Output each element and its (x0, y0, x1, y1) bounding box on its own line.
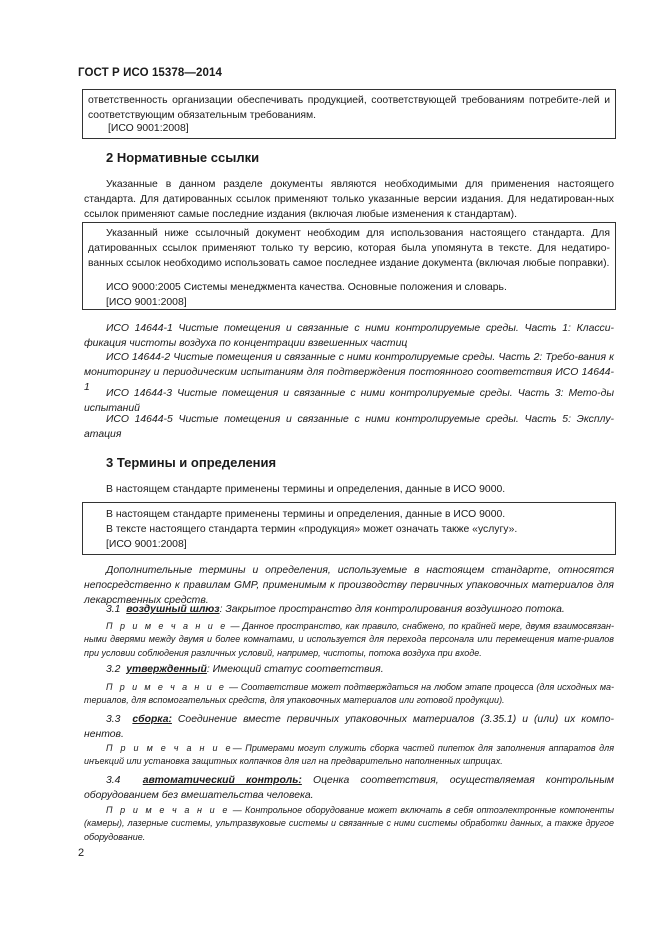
term-3-1-number: 3.1 (106, 604, 121, 615)
quote-box-ref (108, 121, 308, 136)
term-3-2 (84, 662, 614, 677)
note-3-4-label: П р и м е ч а н и е (106, 805, 230, 815)
normative-box-text (88, 226, 610, 272)
term-3-3-name: сборка: (132, 714, 172, 725)
term-3-3 (84, 712, 614, 742)
section-3-paragraph (84, 482, 614, 497)
reference-iso-14644-1 (84, 321, 614, 351)
section-2-title: 2 Нормативные ссылки (106, 150, 260, 165)
note-3-1-text: — Данное пространство, как правило, снабжено, по крайней мере, двумя взаимосвязан-ными дверями между двумя и более комнатами, и используется для перехода персонала или перемещения мате-риалов при условии соблюдения различных условий, например, чистоты, потока воздуха при входе. (84, 621, 614, 658)
reference-iso-14644-3-text: ИСО 14644-3 Чистые помещения и связанные с ними контролируемые среды. Часть 3: Мето-ды испытаний (84, 388, 614, 415)
term-3-2-number: 3.2 (106, 664, 121, 675)
note-3-2-text: — Соответствие может подтверждаться на любом этапе процесса (для исходных ма-териалов, для вспомогательных средств, для упаковочных материалов или готовой продукции). (84, 682, 614, 706)
term-3-4-number: 3.4 (106, 775, 121, 786)
term-3-4-definition: Оценка соответствия, осуществляемая контрольным оборудованием без вмешательства человека. (84, 775, 614, 802)
reference-iso-14644-5 (84, 412, 614, 442)
note-3-1 (84, 620, 614, 660)
note-3-4-text: — Контрольное оборудование может включать в себя оптоэлектронные компоненты (камеры), лазерные системы, ультразвуковые системы и связанные с ними системы обработки данных, а также другое оборудование. (84, 805, 614, 842)
note-3-2 (84, 681, 614, 708)
term-3-2-definition: : Имеющий статус соответствия. (206, 664, 384, 675)
note-3-1-label: П р и м е ч а н и е (106, 621, 228, 631)
normative-box-ref (106, 295, 306, 310)
section-3-title: 3 Термины и определения (106, 455, 277, 470)
normative-box-doc (106, 280, 606, 295)
term-3-3-definition: Соединение вместе первичных упаковочных материалов (3.35.1) и (или) их компо-нентов. (84, 714, 614, 741)
note-3-3 (84, 742, 614, 769)
term-3-3-number: 3.3 (106, 714, 121, 725)
normative-box-ref-text: [ИСО 9001:2008] (106, 297, 187, 308)
section-2-para-text: Указанные в данном разделе документы являются необходимыми для применения настоящего стандарта. Для датированных ссылок применяют только указанные версии издания. Для недатирован-ных ссылок применяют самые последние издания (включая любые изменения к стандартам). (84, 179, 614, 221)
term-3-1-name: воздушный шлюз (126, 604, 220, 615)
terms-box-line1 (106, 507, 606, 522)
normative-box-body: Указанный ниже ссылочный документ необходим для использования настоящего стандарта. Для датированных ссылок применяют только ту версию, которая была упомянута в тексте. Для недатиро-ванных ссылок необходимо использовать самое последнее издание документа (включая любые поправки). (88, 228, 610, 270)
term-3-1-definition: : Закрытое пространство для контролирования воздушного потока. (219, 604, 565, 615)
note-3-4 (84, 804, 614, 844)
terms-box-line2-text: В тексте настоящего стандарта термин «продукция» может означать также «услугу». (106, 524, 518, 535)
terms-box-line1-text: В настоящем стандарте применены термины и определения, данные в ИСО 9000. (106, 509, 506, 520)
term-3-2-name: утвержденный (126, 664, 207, 675)
terms-box-line2 (106, 522, 606, 537)
quote-box-text (88, 93, 610, 123)
document-header: ГОСТ Р ИСО 15378—2014 (78, 67, 223, 79)
section-2-paragraph (84, 177, 614, 223)
term-3-1 (84, 602, 614, 617)
additional-terms-text: Дополнительные термины и определения, используемые в настоящем стандарте, относятся непосредственно к правилам GMP, применимым к производству первичных упаковочных материалов для лекарственных средств. (84, 565, 614, 607)
term-3-4-name: автоматический контроль: (142, 775, 302, 786)
reference-iso-14644-2-text: ИСО 14644-2 Чистые помещения и связанные с ними контролируемые среды. Часть 2: Требо-вания к мониторингу и периодическим испытаниям для подтверждения постоянного соответствия ИСО 14644-1 (84, 352, 614, 394)
reference-iso-14644-5-text: ИСО 14644-5 Чистые помещения и связанные с ними контролируемые среды. Часть 5: Эксплу-атация (84, 414, 614, 441)
section-3-para-text: В настоящем стандарте применены термины и определения, данные в ИСО 9000. (106, 484, 506, 495)
box1-ref: [ИСО 9001:2008] (108, 123, 189, 134)
box1-text: ответственность организации обеспечивать продукцией, соответствующей требованиям потребите-лей и соответствующим обязательным требованиям. (88, 95, 610, 122)
note-3-3-label: П р и м е ч а н и е (106, 743, 233, 753)
note-3-2-label: П р и м е ч а н и е (106, 682, 227, 692)
reference-iso-14644-1-text: ИСО 14644-1 Чистые помещения и связанные с ними контролируемые среды. Часть 1: Класси-фикация чистоты воздуха по концентрации взвешенных частиц (84, 323, 614, 350)
page-number: 2 (78, 847, 85, 859)
terms-box-ref (106, 537, 306, 552)
term-3-4 (84, 773, 614, 803)
note-3-3-text: — Примерами могут служить сборка частей пипеток для заполнения аппаратов для инъекций или установка защитных колпачков для игл на предварительно наполненных шприцах. (84, 743, 615, 767)
terms-box-ref-text: [ИСО 9001:2008] (106, 539, 187, 550)
normative-box-doc-text: ИСО 9000:2005 Системы менеджмента качества. Основные положения и словарь. (106, 282, 507, 293)
